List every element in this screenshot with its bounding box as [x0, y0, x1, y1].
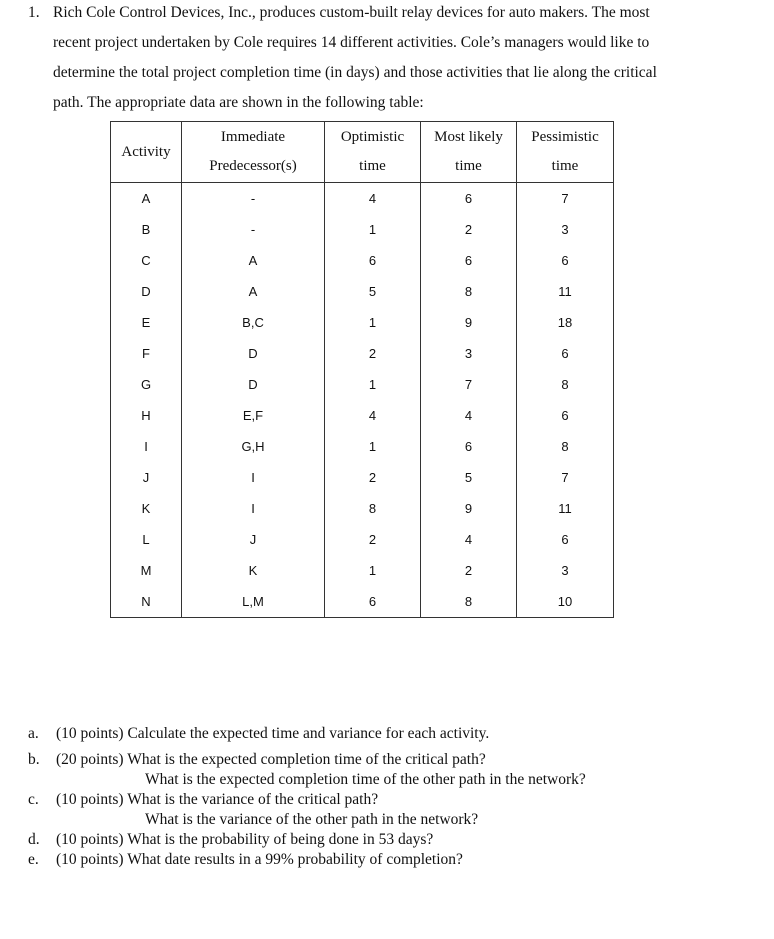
- cell-predecessors: E,F: [182, 400, 325, 431]
- cell-most-likely: 7: [421, 369, 517, 400]
- table-row: [111, 214, 614, 245]
- cell-activity: B: [111, 214, 182, 245]
- cell-activity: K: [111, 493, 182, 524]
- cell-pessimistic: 11: [517, 493, 614, 524]
- cell-predecessors: -: [182, 183, 325, 215]
- cell-activity: L: [111, 524, 182, 555]
- cell-optimistic: 6: [325, 586, 421, 618]
- table-header-row: [111, 122, 614, 183]
- cell-predecessors: G,H: [182, 431, 325, 462]
- cell-pessimistic: 3: [517, 555, 614, 586]
- cell-activity: G: [111, 369, 182, 400]
- cell-optimistic: 2: [325, 338, 421, 369]
- activity-table: [110, 121, 614, 618]
- cell-most-likely: 2: [421, 214, 517, 245]
- cell-pessimistic: 8: [517, 431, 614, 462]
- header-optimistic: Optimistic time: [325, 122, 421, 183]
- table-row: [111, 431, 614, 462]
- cell-pessimistic: 11: [517, 276, 614, 307]
- table-row: [111, 183, 614, 215]
- cell-optimistic: 6: [325, 245, 421, 276]
- cell-pessimistic: 6: [517, 524, 614, 555]
- cell-activity: E: [111, 307, 182, 338]
- cell-predecessors: D: [182, 369, 325, 400]
- cell-most-likely: 6: [421, 245, 517, 276]
- cell-most-likely: 8: [421, 586, 517, 618]
- table-row: [111, 245, 614, 276]
- cell-pessimistic: 7: [517, 183, 614, 215]
- table-row: [111, 524, 614, 555]
- cell-predecessors: L,M: [182, 586, 325, 618]
- cell-optimistic: 1: [325, 214, 421, 245]
- problem-line: Rich Cole Control Devices, Inc., produces custom-built relay devices for auto makers. The most: [53, 4, 650, 21]
- table-row: [111, 400, 614, 431]
- table-row: [111, 276, 614, 307]
- cell-optimistic: 1: [325, 307, 421, 338]
- cell-activity: D: [111, 276, 182, 307]
- cell-pessimistic: 6: [517, 400, 614, 431]
- cell-activity: A: [111, 183, 182, 215]
- cell-activity: H: [111, 400, 182, 431]
- cell-pessimistic: 6: [517, 245, 614, 276]
- problem-line: determine the total project completion time (in days) and those activities that lie along the critical: [53, 64, 657, 81]
- cell-pessimistic: 6: [517, 338, 614, 369]
- cell-pessimistic: 7: [517, 462, 614, 493]
- cell-predecessors: A: [182, 276, 325, 307]
- cell-pessimistic: 8: [517, 369, 614, 400]
- cell-activity: M: [111, 555, 182, 586]
- cell-activity: F: [111, 338, 182, 369]
- cell-predecessors: I: [182, 493, 325, 524]
- cell-most-likely: 4: [421, 400, 517, 431]
- cell-optimistic: 1: [325, 431, 421, 462]
- cell-predecessors: -: [182, 214, 325, 245]
- cell-optimistic: 4: [325, 183, 421, 215]
- cell-pessimistic: 10: [517, 586, 614, 618]
- cell-optimistic: 2: [325, 524, 421, 555]
- table-row: [111, 462, 614, 493]
- cell-most-likely: 5: [421, 462, 517, 493]
- cell-most-likely: 6: [421, 431, 517, 462]
- header-predecessors: Immediate Predecessor(s): [182, 122, 325, 183]
- cell-most-likely: 4: [421, 524, 517, 555]
- cell-predecessors: B,C: [182, 307, 325, 338]
- cell-optimistic: 1: [325, 369, 421, 400]
- table-row: [111, 369, 614, 400]
- table-row: [111, 555, 614, 586]
- cell-pessimistic: 18: [517, 307, 614, 338]
- cell-activity: N: [111, 586, 182, 618]
- cell-predecessors: K: [182, 555, 325, 586]
- cell-optimistic: 4: [325, 400, 421, 431]
- problem-number: 1.: [28, 4, 40, 21]
- cell-activity: J: [111, 462, 182, 493]
- cell-most-likely: 9: [421, 493, 517, 524]
- table-row: [111, 338, 614, 369]
- header-pessimistic: Pessimistic time: [517, 122, 614, 183]
- cell-activity: I: [111, 431, 182, 462]
- cell-most-likely: 6: [421, 183, 517, 215]
- cell-most-likely: 2: [421, 555, 517, 586]
- cell-most-likely: 8: [421, 276, 517, 307]
- cell-most-likely: 9: [421, 307, 517, 338]
- table-row: [111, 307, 614, 338]
- problem-line: recent project undertaken by Cole requires 14 different activities. Cole’s managers would like to: [53, 34, 650, 51]
- cell-predecessors: J: [182, 524, 325, 555]
- cell-optimistic: 5: [325, 276, 421, 307]
- header-most-likely: Most likely time: [421, 122, 517, 183]
- table-row: [111, 586, 614, 618]
- cell-optimistic: 2: [325, 462, 421, 493]
- cell-predecessors: D: [182, 338, 325, 369]
- cell-predecessors: I: [182, 462, 325, 493]
- problem-line: path. The appropriate data are shown in the following table:: [53, 94, 424, 111]
- cell-optimistic: 1: [325, 555, 421, 586]
- cell-most-likely: 3: [421, 338, 517, 369]
- cell-optimistic: 8: [325, 493, 421, 524]
- cell-pessimistic: 3: [517, 214, 614, 245]
- header-activity: Activity: [111, 122, 182, 183]
- cell-activity: C: [111, 245, 182, 276]
- cell-predecessors: A: [182, 245, 325, 276]
- table-row: [111, 493, 614, 524]
